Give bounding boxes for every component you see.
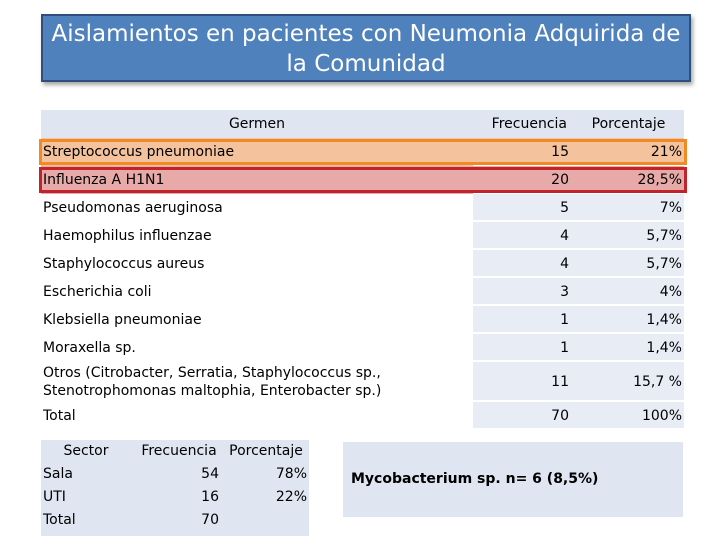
cell-porcentaje: 15,7 %: [573, 362, 684, 402]
cell-frecuencia: 1: [473, 334, 573, 362]
cell-frecuencia: 4: [473, 250, 573, 278]
table-row: [41, 306, 684, 334]
cell-frecuencia: 20: [473, 166, 573, 194]
cell-frecuencia: 11: [473, 362, 573, 402]
cell-porcentaje: 7%: [573, 194, 684, 222]
table-row: [41, 222, 684, 250]
mycobacterium-note: Mycobacterium sp. n= 6 (8,5%): [343, 442, 683, 517]
table-row: [41, 138, 684, 166]
cell-porcentaje: 21%: [573, 138, 684, 166]
cell-porcentaje: 28,5%: [573, 166, 684, 194]
cell-frecuencia: 70: [201, 512, 219, 528]
cell-germen: Total: [43, 408, 76, 424]
cell-frecuencia: 3: [473, 278, 573, 306]
sector-header: [41, 440, 309, 463]
germen-table: [41, 110, 684, 430]
header-porcentaje: Porcentaje: [573, 110, 684, 138]
header-porcentaje: Porcentaje: [229, 443, 303, 459]
cell-porcentaje: 1,4%: [573, 334, 684, 362]
cell-germen: Staphylococcus aureus: [43, 256, 205, 272]
cell-frecuencia: 5: [473, 194, 573, 222]
cell-porcentaje: 5,7%: [573, 250, 684, 278]
cell-germen: Escherichia coli: [43, 284, 152, 300]
header-frecuencia: Frecuencia: [141, 443, 217, 459]
cell-sector: UTI: [43, 489, 66, 505]
header-frecuencia: Frecuencia: [473, 110, 573, 138]
cell-frecuencia: 1: [473, 306, 573, 334]
table-row: [41, 250, 684, 278]
cell-frecuencia: 54: [201, 466, 219, 482]
cell-porcentaje: 5,7%: [573, 222, 684, 250]
slide-title: Aislamientos en pacientes con Neumonia Adquirida de la Comunidad: [41, 14, 691, 82]
cell-frecuencia: 16: [201, 489, 219, 505]
table-row: [41, 194, 684, 222]
cell-germen: Moraxella sp.: [43, 340, 136, 356]
cell-porcentaje: 78%: [275, 466, 307, 482]
cell-germen: Streptococcus pneumoniae: [41, 138, 473, 166]
cell-porcentaje: 100%: [573, 402, 684, 430]
cell-porcentaje: 1,4%: [573, 306, 684, 334]
sector-row: [41, 463, 309, 486]
cell-porcentaje: 4%: [573, 278, 684, 306]
cell-sector: Sala: [43, 466, 73, 482]
table-row: [41, 334, 684, 362]
cell-frecuencia: 4: [473, 222, 573, 250]
cell-frecuencia: 15: [473, 138, 573, 166]
cell-germen: Otros (Citrobacter, Serratia, Staphylococcus sp., Stenotrophomonas maltophia, Enterobacter sp.): [43, 365, 382, 399]
cell-frecuencia: 70: [473, 402, 573, 430]
cell-germen: Pseudomonas aeruginosa: [43, 200, 223, 216]
sector-row: [41, 486, 309, 509]
table-row: [41, 278, 684, 306]
header-germen: Germen: [41, 110, 473, 138]
cell-germen: Influenza A H1N1: [41, 166, 473, 194]
table-row-total: [41, 402, 684, 430]
cell-porcentaje: 22%: [275, 489, 307, 505]
cell-germen: Klebsiella pneumoniae: [43, 312, 202, 328]
sector-row-total: [41, 509, 309, 532]
cell-germen: Haemophilus influenzae: [43, 228, 212, 244]
sector-table: [41, 440, 309, 536]
table-header: [41, 110, 684, 138]
header-sector: Sector: [63, 443, 109, 459]
table-row: [41, 166, 684, 194]
table-row: [41, 362, 684, 402]
cell-sector: Total: [43, 512, 76, 528]
